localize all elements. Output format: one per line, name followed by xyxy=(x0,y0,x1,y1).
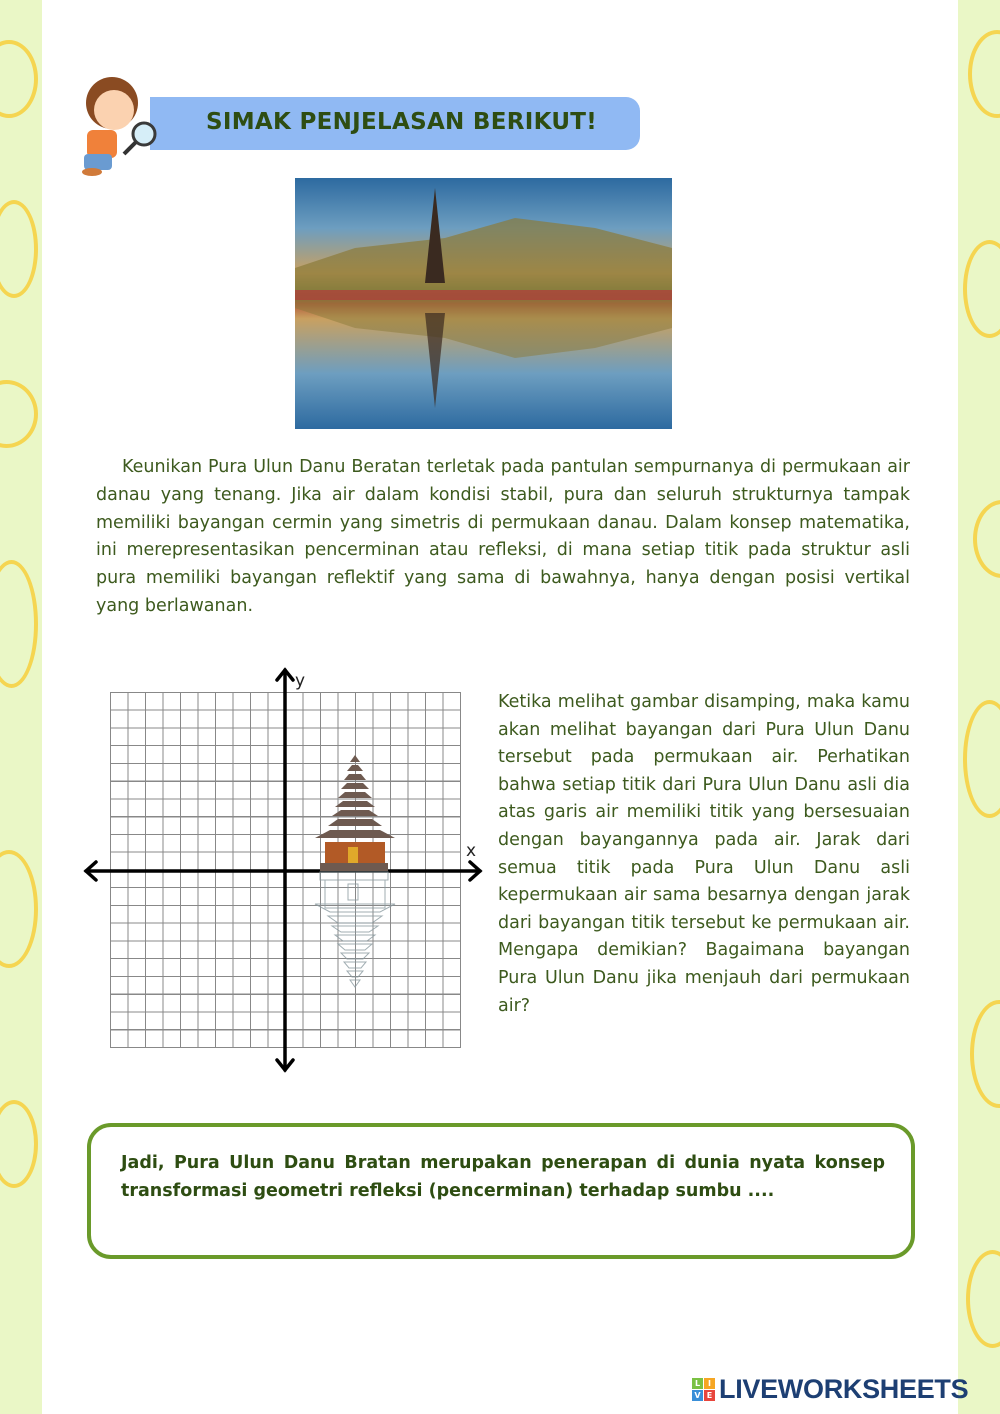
live-logo-icon xyxy=(692,1378,715,1401)
liveworksheets-logo xyxy=(692,1374,968,1405)
logo-letter: E xyxy=(704,1390,715,1401)
logo-letter: V xyxy=(692,1390,703,1401)
temple-reflection-icon xyxy=(315,872,395,987)
banner-title: SIMAK PENJELASAN BERIKUT! xyxy=(206,109,598,135)
intro-paragraph: Keunikan Pura Ulun Danu Beratan terletak pada pantulan sempurnanya di permukaan air danau yang tenang. Jika air dalam kondisi stabil, pura dan seluruh strukturnya tampak memiliki bayangan cermin yang simetris di permukaan danau. Dalam konsep matematika, ini merepresentasikan pencerminan atau refleksi, di mana setiap titik pada struktur asli pura memiliki bayangan reflektif yang sama di bawahnya, hanya dengan posisi vertikal yang berlawanan. xyxy=(96,457,910,616)
right-ornament-border xyxy=(958,0,1000,1414)
explanation-paragraph: Ketika melihat gambar disamping, maka kamu akan melihat bayangan dari Pura Ulun Danu tersebut pada permukaan air. Perhatikan bahwa setiap titik dari Pura Ulun Danu asli dia atas garis air memiliki titik yang bersesuaian dengan bayangannya pada air. Jarak dari semua titik pada Pura Ulun Danu asli kepermukaan air sama besarnya dengan jarak dari bayangan titik tersebut ke permukaan air. Mengapa demikian? Bagaimana bayangan Pura Ulun Danu jika menjauh dari permukaan air? xyxy=(498,692,910,1016)
pura-ulun-danu-photo xyxy=(295,178,672,429)
conclusion-box xyxy=(87,1123,915,1259)
y-axis-label: y xyxy=(295,671,306,691)
logo-letter: I xyxy=(704,1378,715,1389)
logo-text: LIVEWORKSHEETS xyxy=(719,1374,969,1404)
boy-magnifier-illustration xyxy=(72,68,162,178)
left-ornament-border xyxy=(0,0,42,1414)
x-axis-label: x xyxy=(466,841,477,861)
temple-icon xyxy=(315,755,395,871)
conclusion-text: Jadi, Pura Ulun Danu Bratan merupakan penerapan di dunia nyata konsep transformasi geometri refleksi (pencerminan) terhadap sumbu .... xyxy=(121,1153,885,1201)
coordinate-axes xyxy=(80,662,500,1082)
section-banner xyxy=(150,97,640,150)
logo-letter: L xyxy=(692,1378,703,1389)
